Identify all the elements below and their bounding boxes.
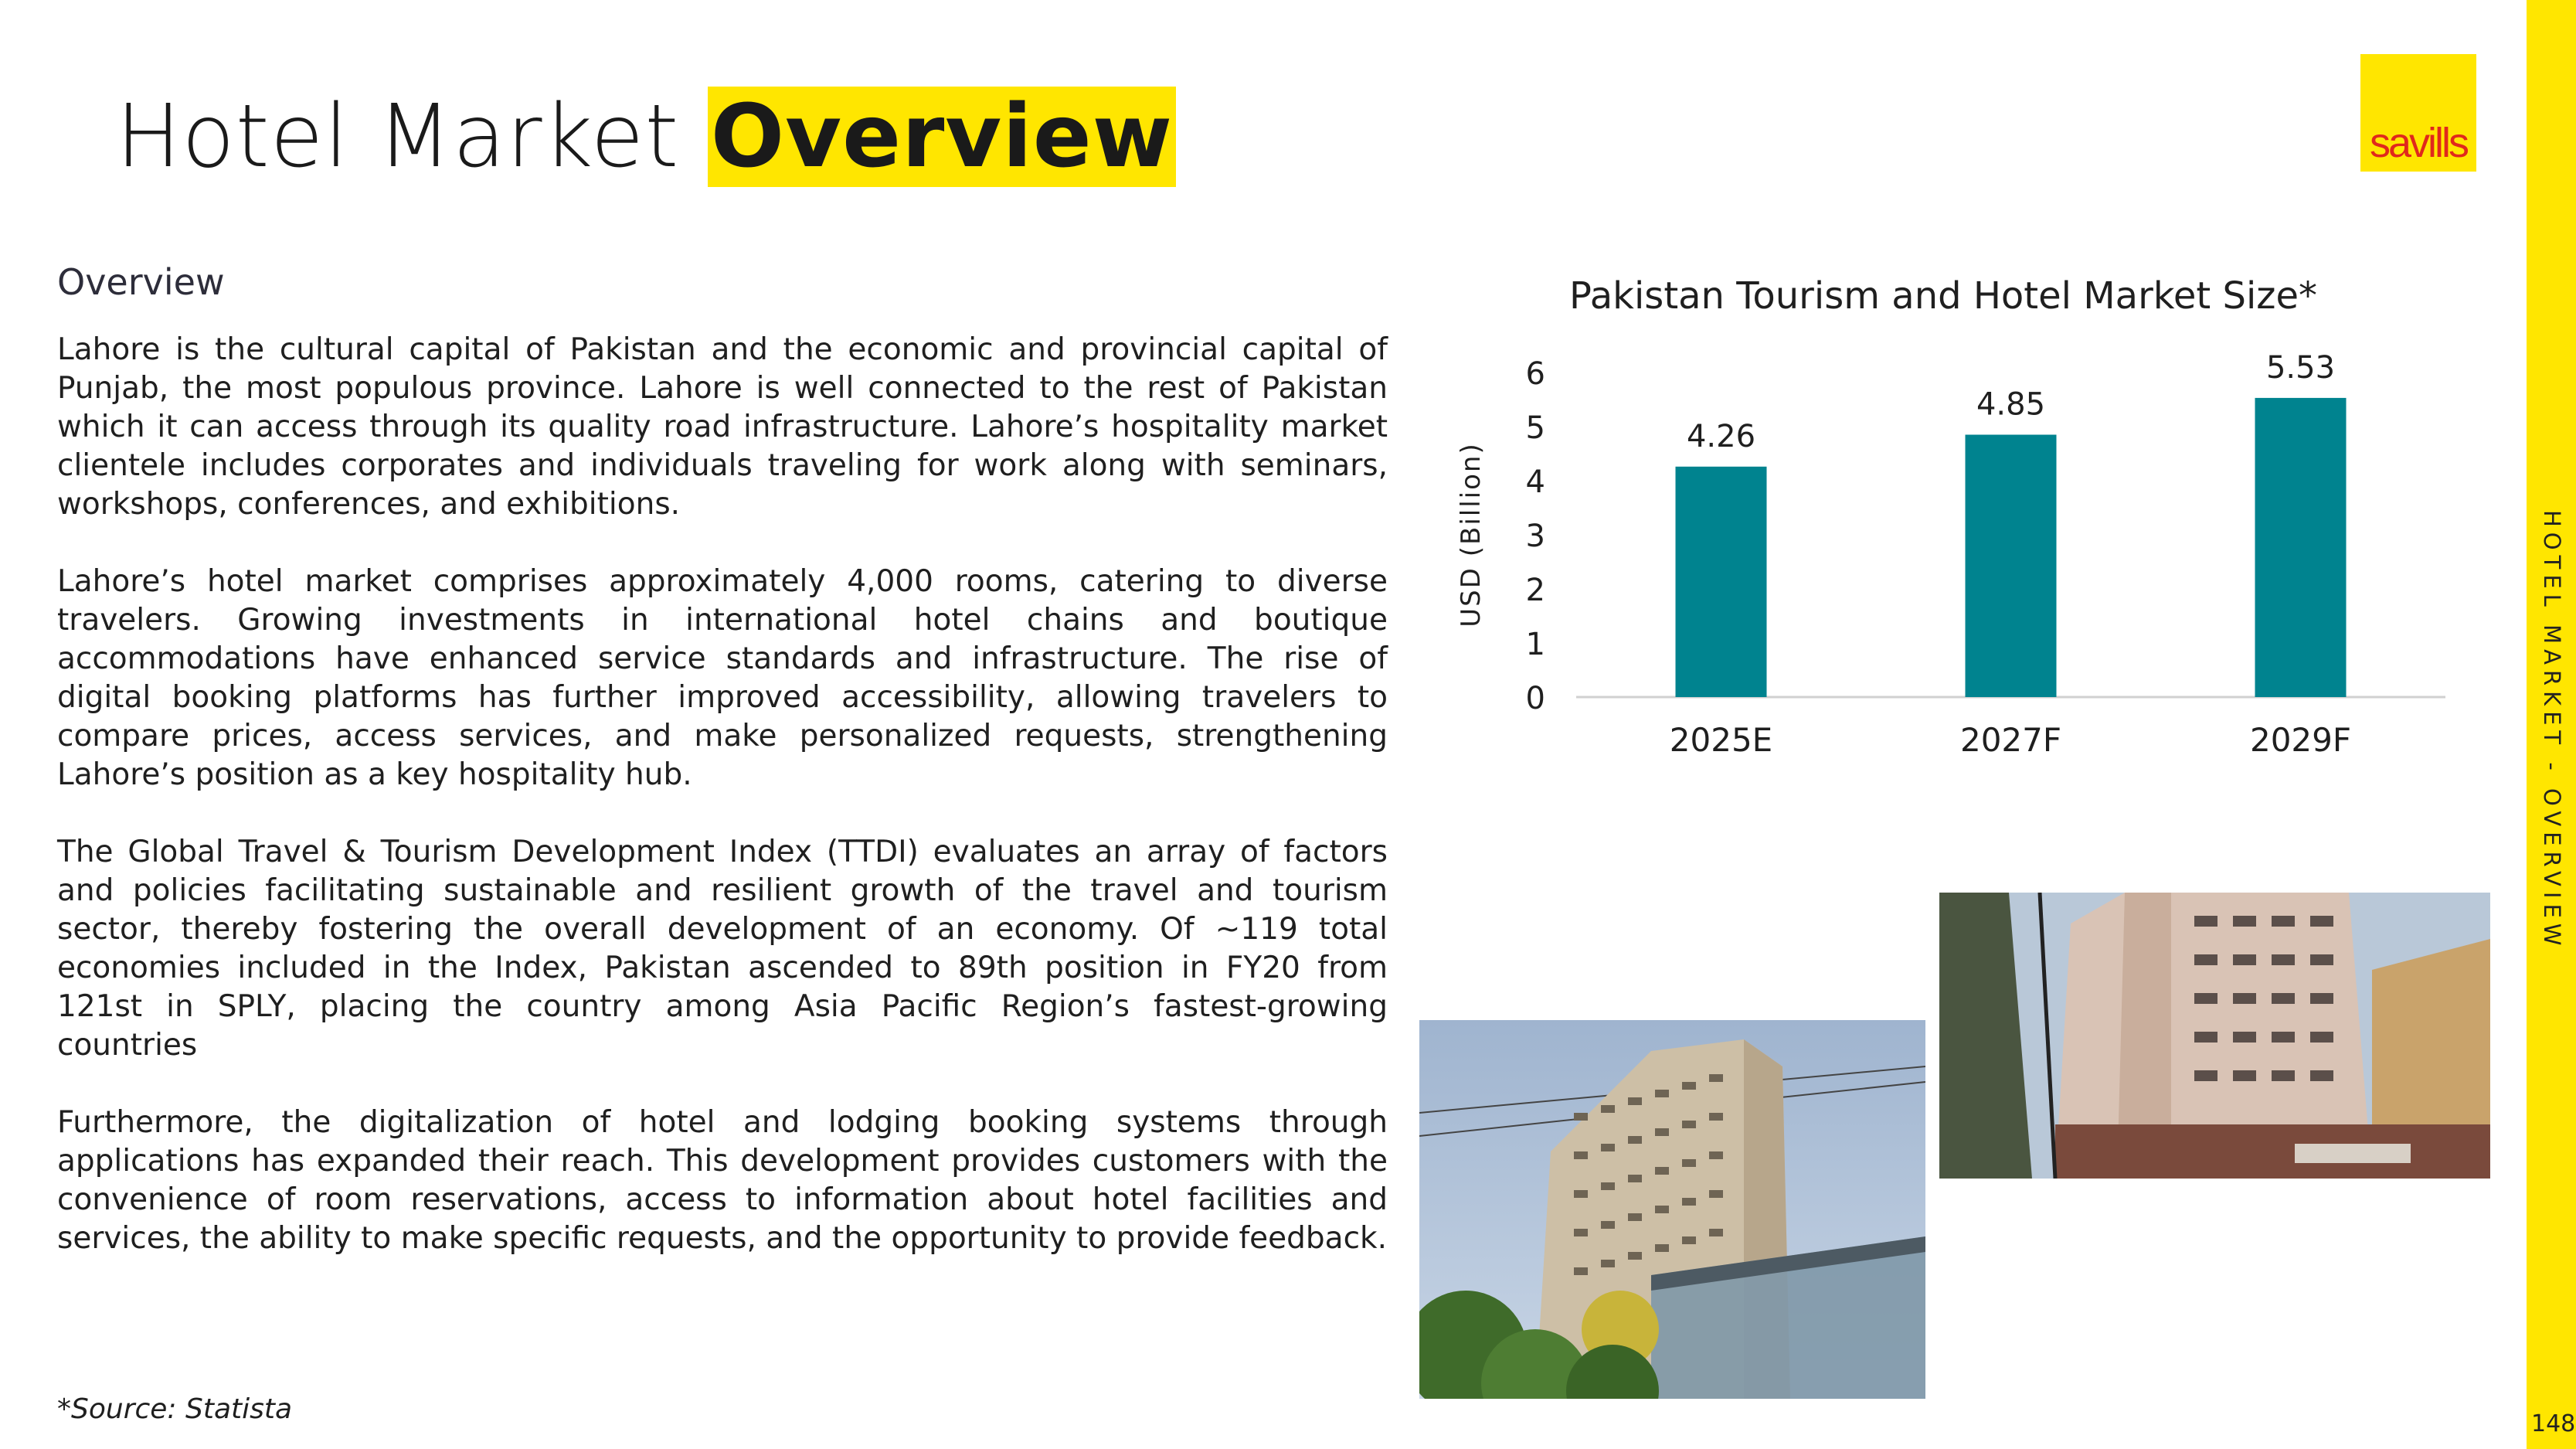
y-tick-label: 2: [1525, 573, 1545, 608]
hotel-photo-tower: [1419, 1020, 1925, 1399]
page-number: 148: [2531, 1410, 2576, 1437]
paragraph-3: The Global Travel & Tourism Development Index (TTDI) evaluates an array of factors and policies facilitating sustainable and resilient growth of the travel and tourism sector, thereby fostering the overall development of an economy. Of ~119 total economies included in the Index, Pakistan ascended to 89th position in FY20 from 121st in SPLY, placing the country among Asia Pacific Region’s fastest-growing countries: [57, 835, 1388, 1063]
bar-2029F: [2255, 398, 2347, 697]
section-heading: Overview: [57, 261, 225, 303]
x-tick-label: 2027F: [1959, 721, 2062, 759]
y-tick-label: 1: [1525, 627, 1545, 662]
data-label: 4.85: [1976, 386, 2046, 423]
y-tick-label: 3: [1525, 519, 1545, 554]
data-label: 5.53: [2265, 349, 2336, 386]
y-tick-label: 6: [1525, 356, 1545, 392]
paragraph-4: Furthermore, the digitalization of hotel and lodging booking systems through applications has expanded their reach. This development provides customers with the convenience of room reservations, access to information about hotel facilities and services, the ability to make specific requests, and the opportunity to provide feedback.: [57, 1105, 1388, 1256]
data-label: 4.26: [1686, 418, 1756, 454]
source-note: *Source: Statista: [57, 1393, 293, 1425]
page-title: [116, 87, 1176, 187]
y-tick-label: 0: [1525, 681, 1545, 716]
bar-chart: [1445, 332, 2465, 773]
x-tick-label: 2025E: [1669, 721, 1773, 759]
chart-title: Pakistan Tourism and Hotel Market Size*: [1568, 274, 2318, 318]
savills-logo: [2360, 54, 2476, 172]
title-highlight: Overview: [708, 87, 1176, 187]
title-plain: Hotel Market: [116, 87, 708, 187]
y-axis-label: USD (Billion): [1456, 442, 1487, 628]
paragraph-1: Lahore is the cultural capital of Pakistan and the economic and provincial capital of Punjab, the most populous province. Lahore is well connected to the rest of Pakistan which it can access through its quality road infrastructure. Lahore’s hospitality market clientele includes corporates and individuals traveling for work along with seminars, workshops, conferences, and exhibitions.: [57, 332, 1388, 522]
x-tick-label: 2029F: [2249, 721, 2352, 759]
bar-2025E: [1676, 467, 1767, 697]
logo-text: savills: [2369, 120, 2468, 166]
paragraph-2: Lahore’s hotel market comprises approximately 4,000 rooms, catering to diverse travelers. Growing investments in international hotel chains and boutique accommodations have enhanced service standards and infrastructure. The rise of digital booking platforms has further improved accessibility, allowing travelers to compare prices, access services, and make personalized requests, strengthening Lahore’s position as a key hospitality hub.: [57, 564, 1388, 792]
side-section-label: HOTEL MARKET - OVERVIEW: [2539, 510, 2565, 951]
y-tick-label: 4: [1525, 464, 1545, 500]
hotel-photo-street: [1939, 893, 2490, 1179]
bar-2027F: [1966, 435, 2057, 698]
y-tick-label: 5: [1525, 410, 1545, 446]
